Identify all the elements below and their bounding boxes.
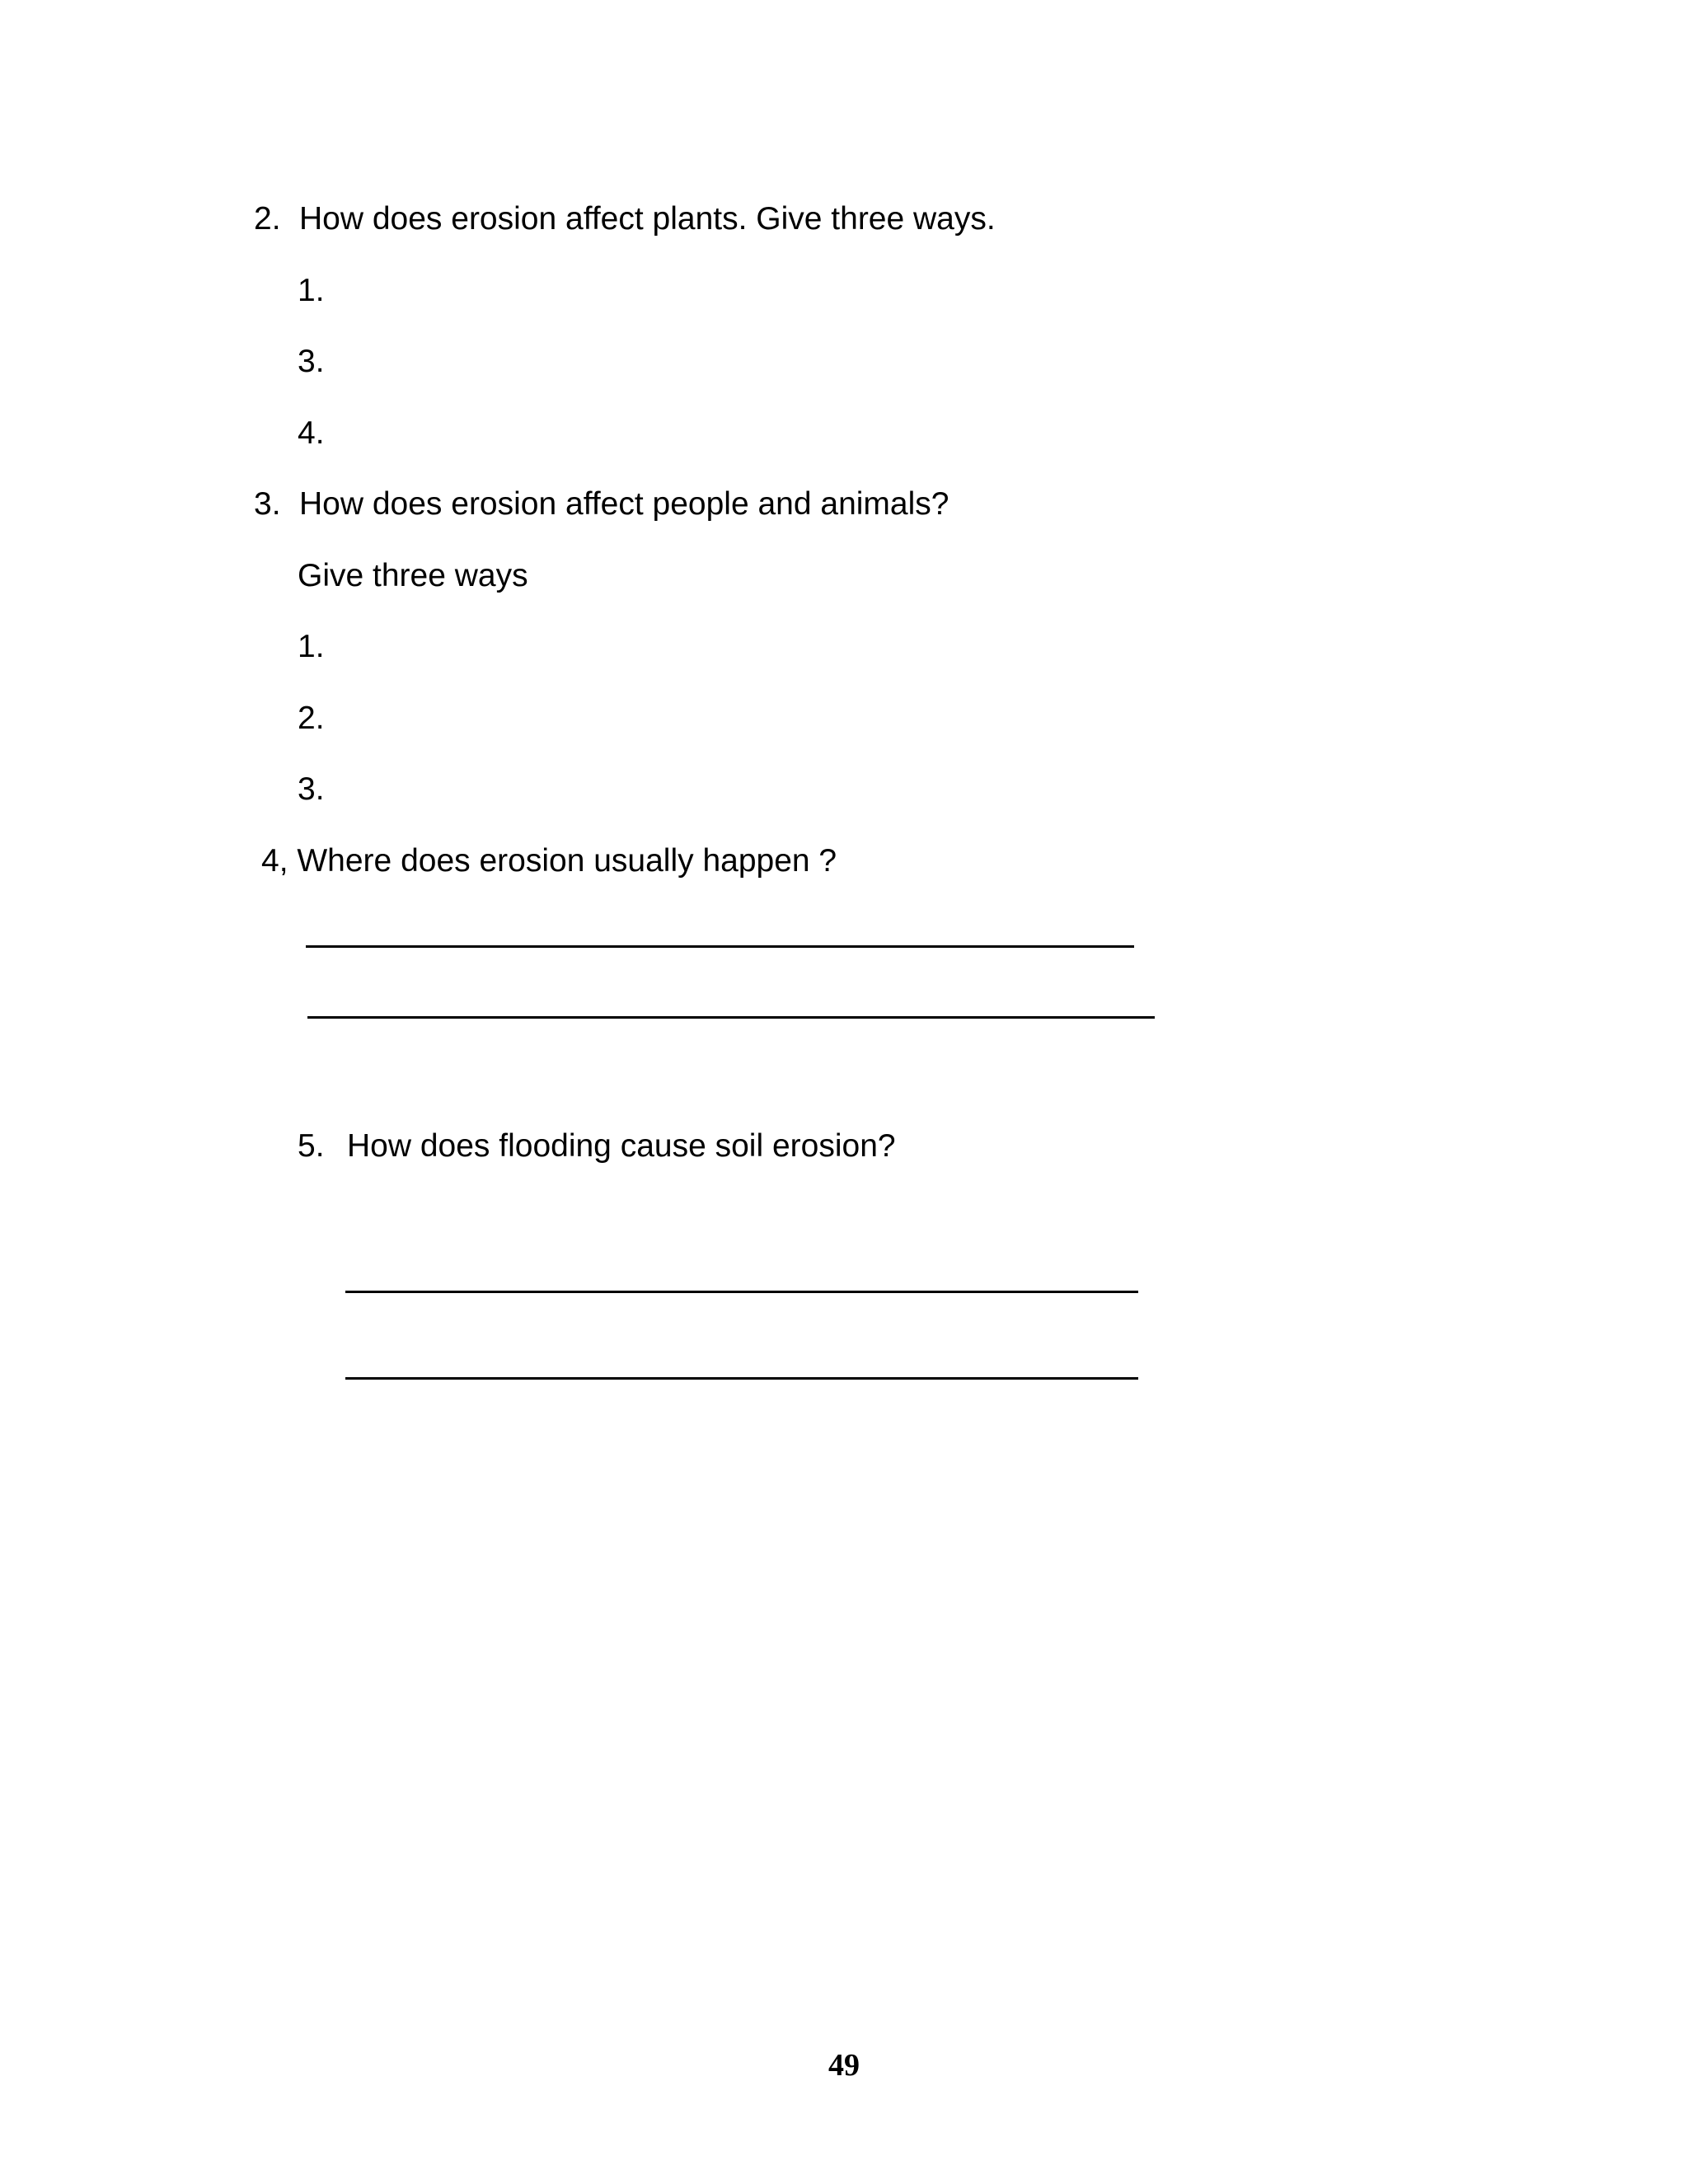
question-2-answer-3-label: 4. [298, 415, 325, 451]
question-3-answer-3-label: 3. [298, 771, 325, 807]
question-3-number: 3. [254, 486, 281, 522]
question-2-number: 2. [254, 201, 281, 237]
question-5-answer-line-2[interactable] [345, 1377, 1138, 1380]
question-5-number: 5. [298, 1128, 325, 1164]
page-number: 49 [828, 2048, 860, 2083]
question-3-answer-1-label: 1. [298, 629, 325, 664]
question-4-answer-line-1[interactable] [306, 945, 1134, 948]
question-2-text: How does erosion affect plants. Give three ways. [299, 201, 996, 237]
question-3-text: How does erosion affect people and animals? [299, 486, 950, 522]
question-4-text: 4, Where does erosion usually happen ? [261, 843, 837, 879]
question-3-answer-2-label: 2. [298, 701, 325, 736]
question-5-text: How does flooding cause soil erosion? [347, 1128, 896, 1164]
question-2-answer-1-label: 1. [298, 273, 325, 308]
question-5-answer-line-1[interactable] [345, 1291, 1138, 1293]
question-4-answer-line-2[interactable] [307, 1016, 1155, 1019]
question-3-subtext: Give three ways [298, 558, 528, 593]
question-2-answer-2-label: 3. [298, 344, 325, 379]
